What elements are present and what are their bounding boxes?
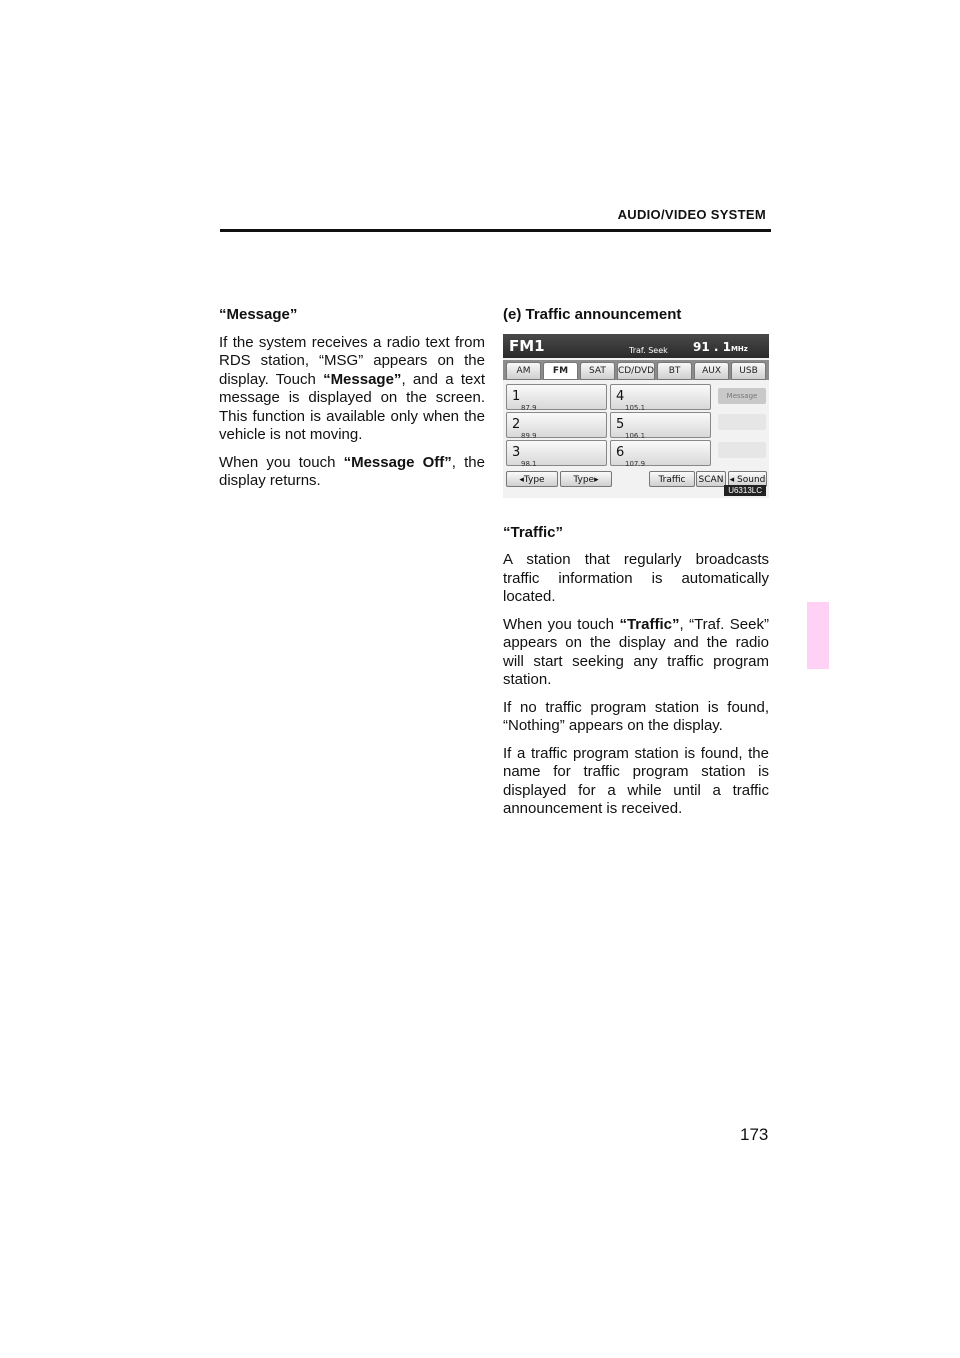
message-paragraph-1 <box>219 334 485 445</box>
text-run: , and a text message is displayed on the screen. This function is available only when the vehicle is not moving. <box>219 370 485 443</box>
header-title: AUDIO/VIDEO SYSTEM <box>617 207 766 222</box>
traffic-button[interactable]: Traffic <box>649 471 695 487</box>
message-button-disabled[interactable] <box>718 388 766 404</box>
tab-am[interactable]: AM <box>506 362 541 380</box>
faded-slot-3 <box>718 442 766 458</box>
preset-number: 6 <box>616 444 625 460</box>
message-button-label: Message <box>726 391 758 400</box>
text-run-bold: “Traffic” <box>619 615 680 633</box>
preset-button-2[interactable] <box>506 412 607 438</box>
traffic-section-heading: (e) Traffic announcement <box>503 306 682 323</box>
preset-button-4[interactable] <box>610 384 711 410</box>
frequency-value: 91 . 1 <box>693 339 731 354</box>
message-heading: “Message” <box>219 306 298 323</box>
preset-number: 1 <box>512 388 521 404</box>
frequency-display <box>693 338 748 359</box>
traffic-paragraph-1: A station that regularly broadcasts traffic information is automatically located. <box>503 551 769 605</box>
message-paragraph-2 <box>219 454 485 491</box>
tab-sat[interactable]: SAT <box>580 362 615 380</box>
traffic-heading: “Traffic” <box>503 523 564 541</box>
page-number: 173 <box>740 1125 769 1144</box>
preset-frequency: 105.1 <box>625 403 646 412</box>
preset-frequency: 107.9 <box>625 459 646 468</box>
preset-frequency: 98.1 <box>521 459 537 468</box>
traffic-paragraph-3: If no traffic program station is found, “Nothing” appears on the display. <box>503 698 769 734</box>
type-next-button[interactable]: Type▸ <box>560 471 612 487</box>
traffic-paragraph-2 <box>503 616 769 690</box>
text-run: , the display returns. <box>219 453 485 489</box>
frequency-unit: MHz <box>730 344 748 353</box>
tab-usb[interactable]: USB <box>731 362 766 380</box>
tab-fm[interactable]: FM <box>543 362 578 380</box>
text-run: , “Traf. Seek” appears on the display and the radio will start seeking any traffic program station. <box>503 615 769 688</box>
figure-code: U6313LC <box>724 485 766 496</box>
left-column <box>219 306 485 500</box>
header-rule <box>220 229 771 232</box>
screen-status-bar <box>503 334 769 358</box>
tab-bt[interactable]: BT <box>657 362 692 380</box>
radio-screen-figure <box>503 334 769 498</box>
preset-number: 5 <box>616 416 625 432</box>
preset-button-6[interactable] <box>610 440 711 466</box>
preset-number: 3 <box>512 444 521 460</box>
traffic-paragraph-4: If a traffic program station is found, the name for traffic program station is displayed for a while until a traffic announcement is received. <box>503 744 769 817</box>
text-run-bold: “Message Off” <box>343 453 452 471</box>
preset-frequency: 87.9 <box>521 403 537 412</box>
preset-frequency: 89.9 <box>521 431 537 440</box>
text-run: If the system receives a radio text from RDS station, “MSG” appears on the display. Touch <box>219 333 485 388</box>
seek-status: Traf. Seek <box>629 345 668 355</box>
preset-number: 2 <box>512 416 521 432</box>
right-column <box>503 306 769 828</box>
type-prev-button[interactable]: ◂Type <box>506 471 558 487</box>
tab-cd-dvd[interactable]: CD/DVD <box>617 362 655 380</box>
preset-button-1[interactable] <box>506 384 607 410</box>
chapter-tab-marker <box>807 602 829 669</box>
text-run: When you touch <box>503 615 620 633</box>
text-run-bold: “Message” <box>323 370 402 388</box>
preset-button-3[interactable] <box>506 440 607 466</box>
preset-button-5[interactable] <box>610 412 711 438</box>
faded-slot-2 <box>718 414 766 430</box>
preset-frequency: 106.1 <box>625 431 646 440</box>
preset-number: 4 <box>616 388 625 404</box>
band-label: FM1 <box>509 336 545 355</box>
text-run: When you touch <box>219 453 344 471</box>
sound-button[interactable]: ◂ Sound <box>728 471 767 487</box>
source-tabs <box>503 360 769 380</box>
scan-button[interactable]: SCAN <box>696 471 726 487</box>
tab-aux[interactable]: AUX <box>694 362 729 380</box>
